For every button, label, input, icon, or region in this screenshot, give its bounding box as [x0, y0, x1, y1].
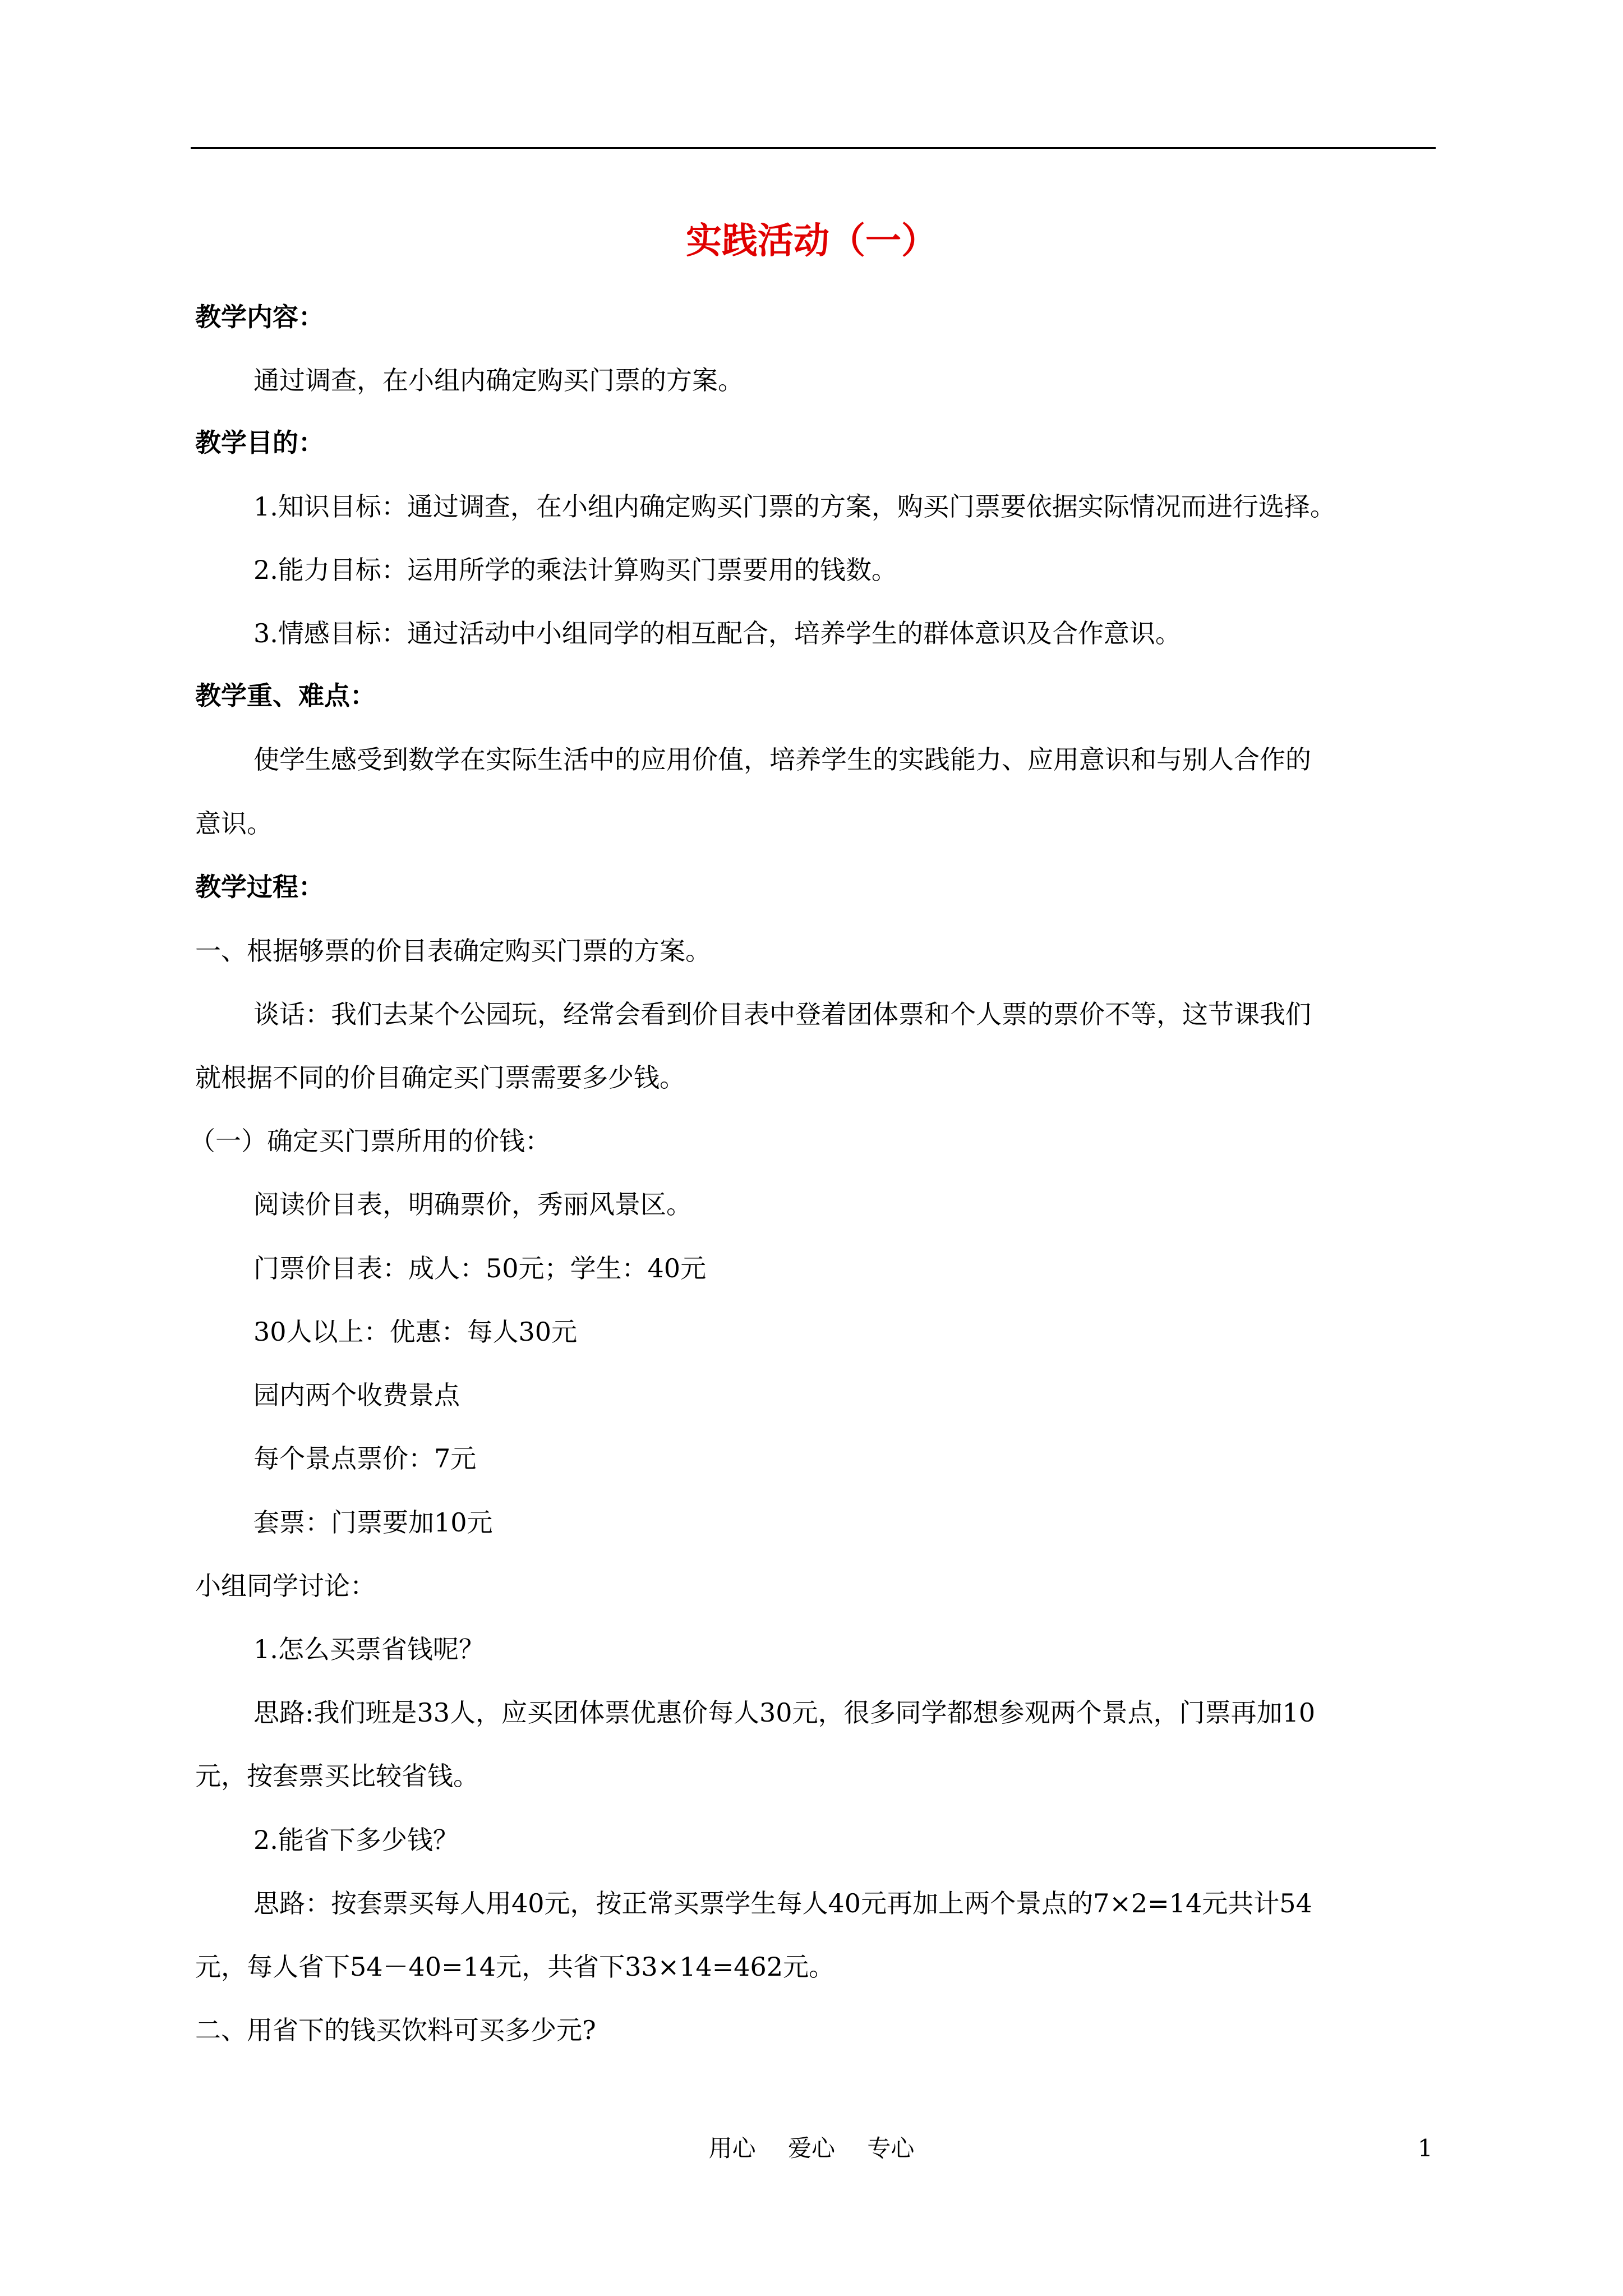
sub-heading-one: （一）确定买门票所用的价钱： — [190, 1126, 551, 1156]
header-rule — [191, 147, 1436, 149]
key-text-line-2: 意识。 — [195, 808, 273, 839]
footer-word-3: 专心 — [867, 2134, 915, 2162]
footer-motto — [0, 2132, 1623, 2165]
price-table-line: 门票价目表：成人：50元；学生：40元 — [253, 1253, 707, 1283]
discount-line: 30人以上：优惠：每人30元 — [253, 1317, 578, 1347]
footer-word-1: 用心 — [708, 2134, 756, 2162]
answer-one-line-1: 思路:我们班是33人，应买团体票优惠价每人30元，很多同学都想参观两个景点，门票再加10 — [253, 1697, 1316, 1728]
step-two-heading: 二、用省下的钱买饮料可买多少元? — [195, 2015, 596, 2045]
goal-ability: 2.能力目标：运用所学的乘法计算购买门票要用的钱数。 — [253, 555, 897, 585]
talk-line-1: 谈话：我们去某个公园玩，经常会看到价目表中登着团体票和个人票的票价不等，这节课我们 — [253, 999, 1311, 1029]
key-heading: 教学重、难点： — [195, 680, 376, 711]
step-one-heading: 一、根据够票的价目表确定购买门票的方案。 — [195, 936, 711, 966]
goals-heading: 教学目的： — [195, 427, 324, 458]
read-price-list: 阅读价目表，明确票价，秀丽风景区。 — [253, 1189, 692, 1220]
answer-two-line-2: 元，每人省下54－40=14元，共省下33×14=462元。 — [195, 1952, 835, 1982]
goal-knowledge: 1.知识目标：通过调查，在小组内确定购买门票的方案，购买门票要依据实际情况而进行选择。 — [253, 491, 1336, 522]
question-one: 1.怎么买票省钱呢？ — [253, 1634, 485, 1664]
goal-emotion: 3.情感目标：通过活动中小组同学的相互配合，培养学生的群体意识及合作意识。 — [253, 618, 1181, 648]
process-heading: 教学过程： — [195, 872, 324, 902]
content-heading: 教学内容： — [195, 302, 324, 332]
answer-one-line-2: 元，按套票买比较省钱。 — [195, 1761, 479, 1791]
key-text-line-1: 使学生感受到数学在实际生活中的应用价值，培养学生的实践能力、应用意识和与别人合作的 — [253, 744, 1311, 775]
answer-two-line-1: 思路：按套票买每人用40元，按正常买票学生每人40元再加上两个景点的7×2=14元共计54 — [253, 1888, 1312, 1918]
page-number: 1 — [1418, 2134, 1433, 2162]
question-two: 2.能省下多少钱？ — [253, 1825, 459, 1855]
spot-price-line: 每个景点票价：7元 — [253, 1443, 477, 1474]
footer-word-2: 爱心 — [787, 2134, 835, 2162]
package-line: 套票：门票要加10元 — [253, 1507, 493, 1538]
content-text: 通过调查，在小组内确定购买门票的方案。 — [253, 365, 744, 395]
page-title: 实践活动（一） — [686, 220, 937, 262]
spots-line: 园内两个收费景点 — [253, 1380, 460, 1410]
discuss-heading: 小组同学讨论： — [195, 1571, 376, 1601]
talk-line-2: 就根据不同的价目确定买门票需要多少钱。 — [195, 1062, 685, 1093]
